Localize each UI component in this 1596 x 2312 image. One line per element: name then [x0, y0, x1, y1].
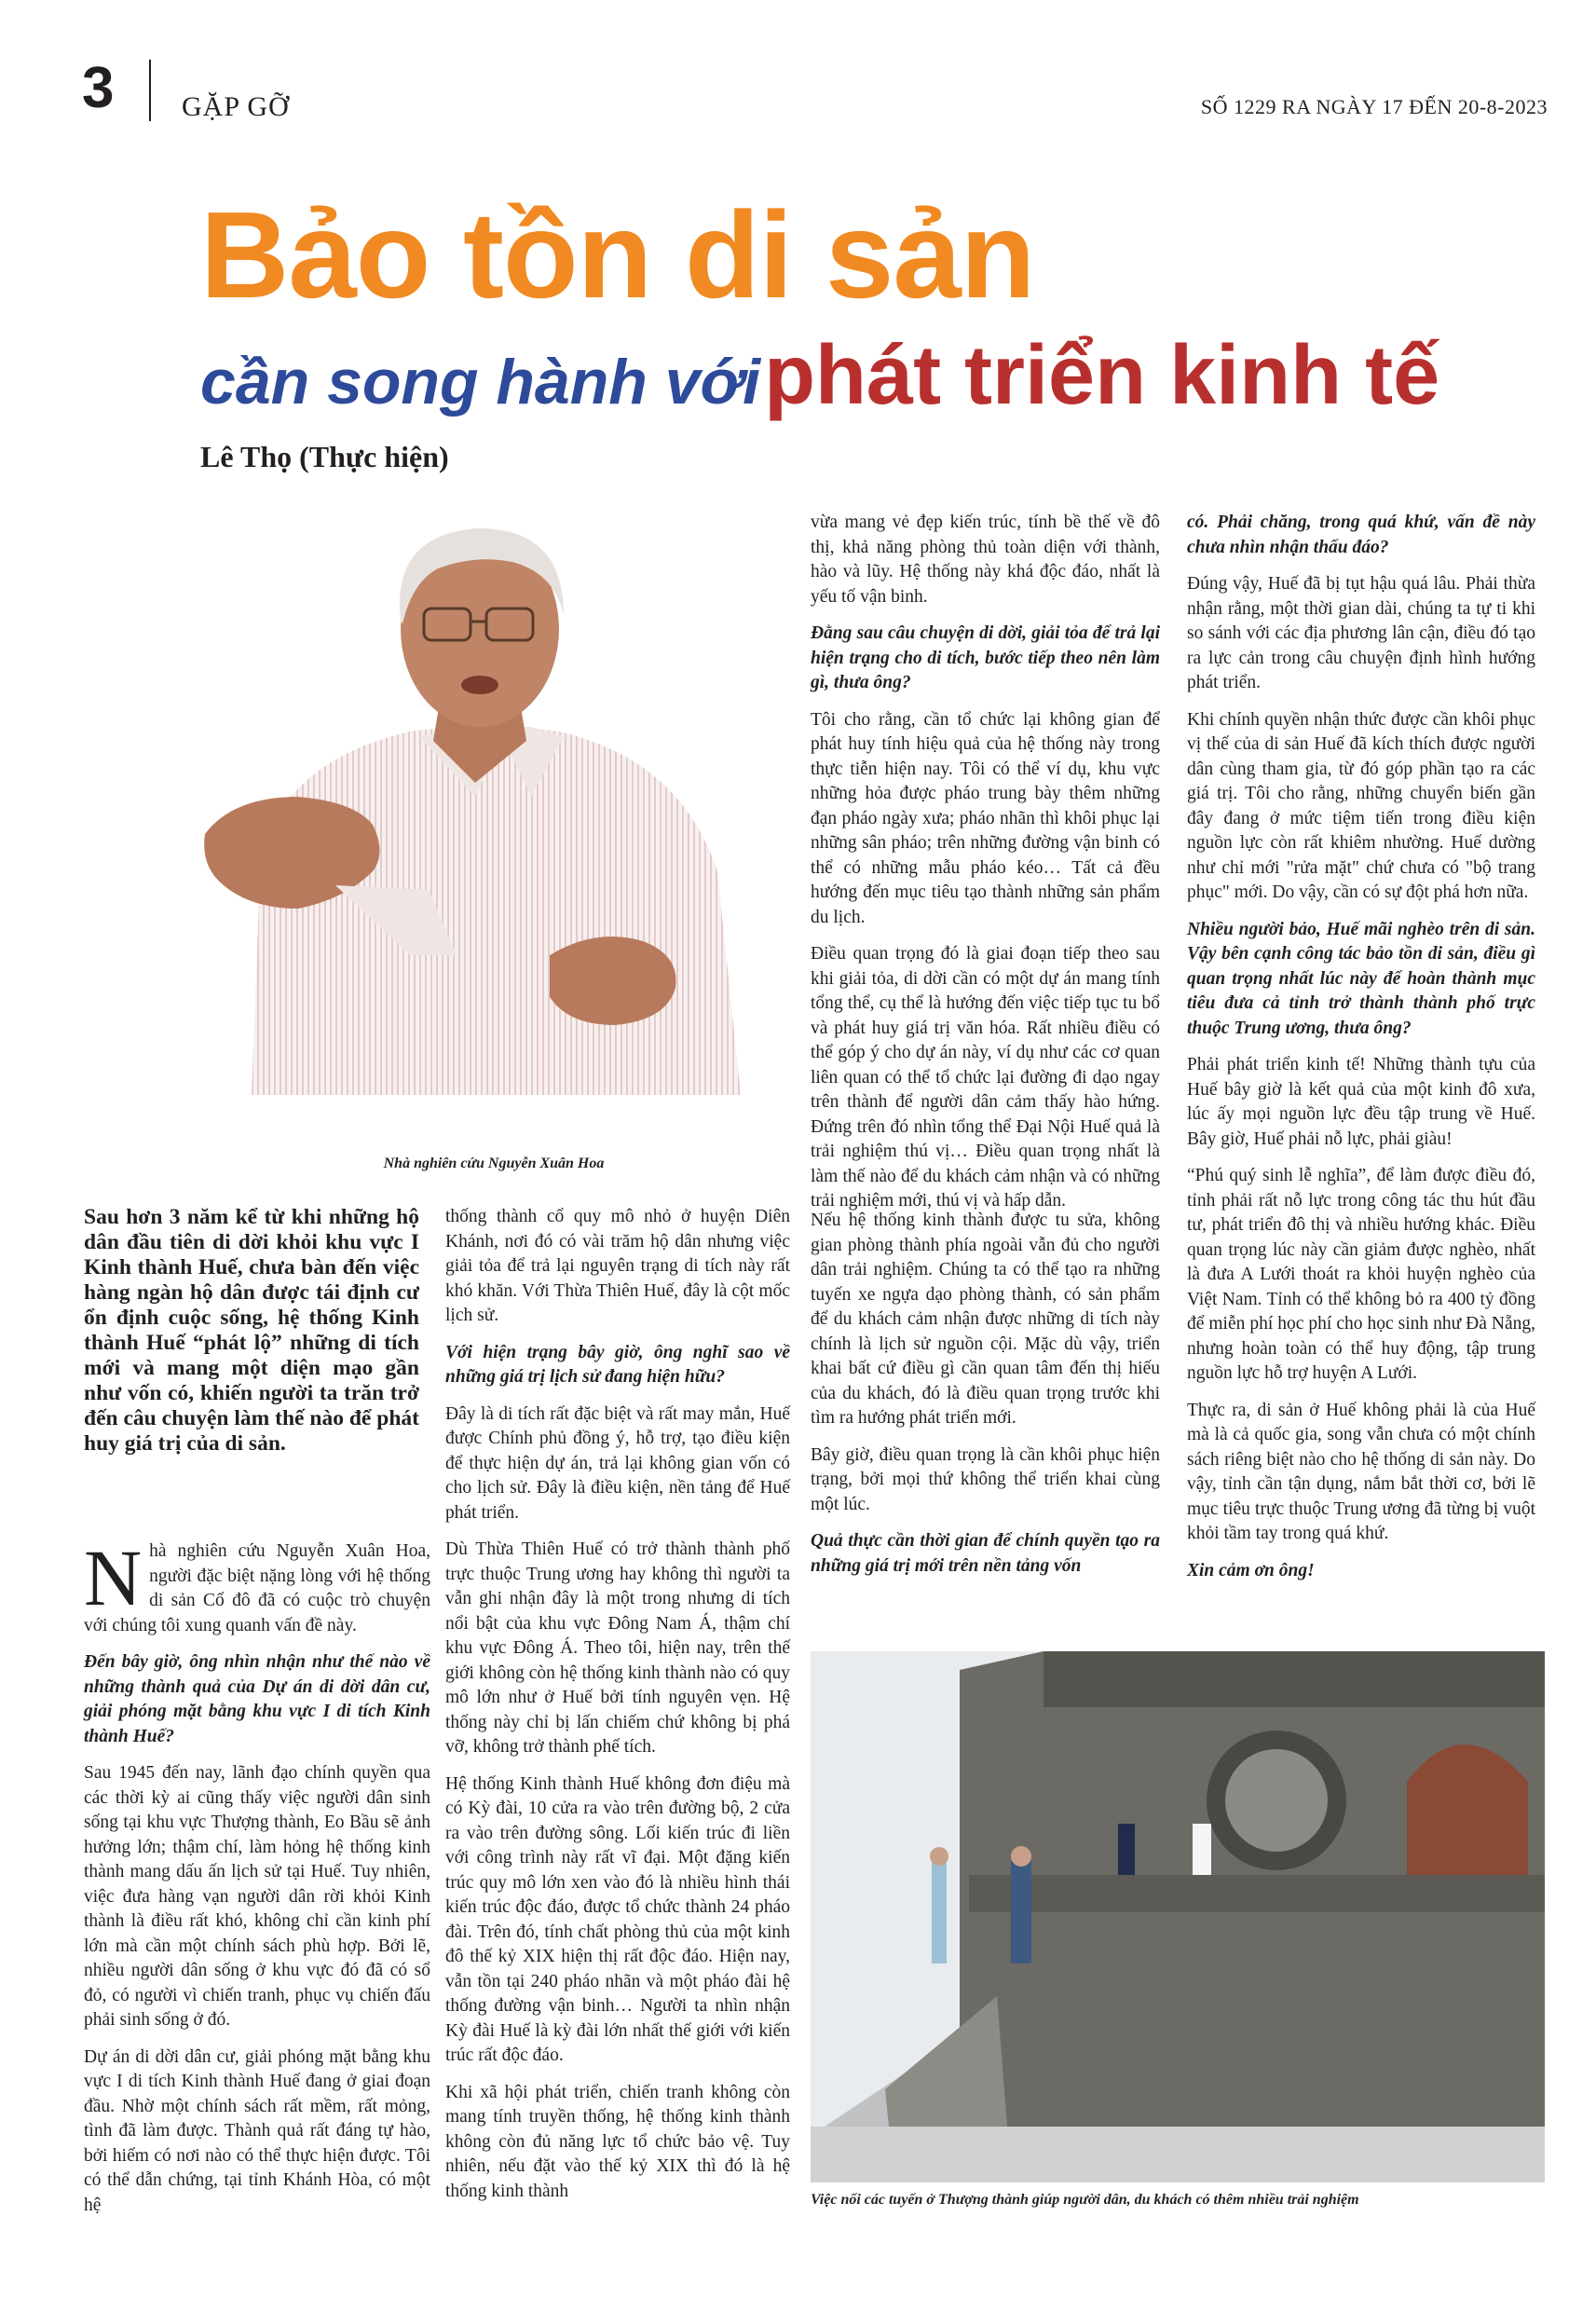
answer-paragraph: Sau 1945 đến nay, lãnh đạo chính quyền qua các thời kỳ ai cũng thấy việc người dân sinh sống tại khu vực Thượng thành, Eo Bầu sẽ ảnh hưởng lớn; thậm chí, làm hỏng hệ thống kinh thành mang dấu ấn lịch sử tại Huế. Tuy nhiên, việc đưa hàng vạn người dân rời khỏi Kinh thành là điều rất khó, không chỉ cần kinh phí lớn mà cần một chính sách phù hợp. Bởi lẽ, nhiều người dân sống ở khu vực đó đã có sổ đỏ, có người vì chiến tranh, phục vụ chiến đấu phải sinh sống ở đó. — [84, 1763, 430, 2030]
section-name: GẶP GỠ — [182, 91, 290, 122]
question: Quả thực cần thời gian để chính quyền tạo ra những giá trị mới trên nền tảng vốn — [811, 1531, 1160, 1576]
intro-paragraph — [84, 1533, 430, 1638]
page-number: 3 — [82, 56, 115, 120]
article-column-3 — [811, 511, 1160, 1226]
portrait-caption: Nhà nghiên cứu Nguyễn Xuân Hoa — [383, 1156, 605, 1171]
answer-paragraph: Nếu hệ thống kinh thành được tu sửa, không gian phòng thành phía ngoài vẫn đủ cho người dân trải nghiệm. Chúng ta có thể tạo ra những tuyến xe ngựa dạo phòng thành, có sản phẩm để du khách cảm nhận được những di tích này chính là lịch sử nguồn cội. Mặc dù vậy, triển khai bất cứ điều gì cần quan tâm đến thị hiếu của du khách, đó là điều quan trọng trước khi tìm ra hướng phát triển mới. — [811, 1211, 1160, 1428]
header-divider — [149, 60, 151, 121]
subheadline-part-b: phát triển kinh tế — [764, 329, 1440, 422]
answer-paragraph: Phải phát triển kinh tế! Những thành tựu của Huế bây giờ là kết quả của một kinh đô xưa, lúc ấy mọi nguồn lực đều tập trung về Huế. Bây giờ, Huế phải nỗ lực, phải giàu! — [1187, 1055, 1535, 1149]
answer-paragraph: Khi chính quyền nhận thức được cần khôi phục vị thế của di sản Huế đã kích thích được người dân cùng tham gia, từ đó góp phần tạo ra các giá trị. Tôi cho rằng, những chuyển biến gần đây đang ở mức tiệm tiến trong điều kiện nguồn lực còn rất khiêm nhường. Huế dường như chỉ mới "rửa mặt" chứ chưa có "bộ trang phục" mới. Do vậy, cần có sự đột phá hơn nữa. — [1187, 709, 1535, 902]
question: Với hiện trạng bây giờ, ông nghĩ sao về những giá trị lịch sử đang hiện hữu? — [445, 1342, 790, 1387]
question: Nhiều người bảo, Huế mãi nghèo trên di sản. Vậy bên cạnh công tác bảo tồn di sản, điều gì quan trọng nhất lúc này để hoàn thành mục tiêu đưa cả tỉnh trở thành thành phố trực thuộc Trung ương, thưa ông? — [1187, 919, 1535, 1038]
answer-paragraph: “Phú quý sinh lễ nghĩa”, để làm được điều đó, tỉnh phải rất nỗ lực trong công tác thu hút đầu tư, phát triển đô thị và nhiều hướng khác. Điều quan trọng lúc này cần giảm được nghèo, nhất là đưa A Lưới thoát ra khỏi huyện nghèo của Việt Nam. Tỉnh có thể không bỏ ra 400 tỷ đồng để miễn phí học phí cho học sinh như Đà Nẵng, nhưng hoàn toàn có thể huy động, tập trung nguồn lực hỗ trợ huyện A Lưới. — [1187, 1166, 1535, 1383]
answer-paragraph: Tôi cho rằng, cần tổ chức lại không gian để phát huy tính hiệu quả của hệ thống này trong thực tiễn hiện nay. Tôi có thể ví dụ, khu vực những hỏa được pháo trung bày thêm những đạn pháo ngày xưa; pháo nhãn thì khôi phục lại những sân pháo; trên những đường vận binh có thể có những mẫu pháo kéo… Tất cả đều hướng đến mục tiêu tạo thành những sản phẩm du lịch. — [811, 709, 1160, 927]
citadel-photo — [811, 1651, 1545, 2182]
answer-paragraph: Hệ thống Kinh thành Huế không đơn điệu mà có Kỳ đài, 10 cửa ra vào trên đường bộ, 2 cửa ra vào trên đường sông. Lối kiến trúc đi liền với công trình này rất vĩ đại. Một đặng kiến trúc quy mô lớn xen vào đó là nhiều hình thái kiến trúc độc đáo, được tổ chức thành 24 pháo đài. Trên đó, tính chất phòng thủ của một kinh đô thế kỷ XIX hiện thị rất độc đáo. Hiện nay, vẫn tồn tại 240 pháo nhãn và một pháo đài hệ thống đường vận binh… Người ta nhìn nhận Kỳ đài Huế là kỳ đài lớn nhất thế giới với kiến trúc rất độc đáo. — [445, 1773, 790, 2065]
answer-paragraph: Dự án di dời dân cư, giải phóng mặt bằng khu vực I di tích Kinh thành Huế đang ở giai đoạn đầu. Nhờ một chính sách rất mềm, rất mỏng, tình đã làm được. Thành quả rất đáng tự hào, bởi hiếm có nơi nào có thể thực hiện được. Tôi có thể dẫn chứng, tại tỉnh Khánh Hòa, có một hệ — [84, 2046, 430, 2215]
question: Đến bây giờ, ông nhìn nhận như thế nào về những thành quả của Dự án di dời dân cư, giải phóng mặt bằng khu vực I di tích Kinh thành Huế? — [84, 1652, 430, 1746]
citadel-illustration — [811, 1651, 1545, 2182]
answer-paragraph: Đúng vậy, Huế đã bị tụt hậu quá lâu. Phải thừa nhận rằng, một thời gian dài, chúng ta tự ti khi so sánh với các địa phương lân cận, điều đó tạo ra lực cản trong câu chuyện định hình hướng phát triển. — [1187, 574, 1535, 692]
answer-paragraph: Thực ra, di sản ở Huế không phải là của Huế mà là cả quốc gia, song vẫn chưa có một chính sách riêng biệt nào cho hệ thống di sản này. Do vậy, tỉnh cần tận dụng, nắm bắt thời cơ, bởi lẽ mục tiêu trực thuộc Trung ương đã từng bị vuột khỏi tầm tay trong quá khứ. — [1187, 1400, 1535, 1543]
question: có. Phải chăng, trong quá khứ, vấn đề này chưa nhìn nhận thấu đáo? — [1187, 513, 1535, 557]
article-column-3-lower — [811, 1209, 1160, 1591]
answer-paragraph: Bây giờ, điều quan trọng là cần khôi phục hiện trạng, bởi mọi thứ không thể triển khai cùng một lúc. — [811, 1444, 1160, 1514]
article-column-2 — [445, 1205, 790, 2216]
article-column-4 — [1187, 511, 1535, 1595]
answer-paragraph: vừa mang vẻ đẹp kiến trúc, tính bề thế về đô thị, khả năng phòng thủ toàn diện với thành, hào và lũy. Hệ thống này khá độc đáo, nhất là yếu tố vận binh. — [811, 513, 1160, 607]
subheadline-part-a: cần song hành với — [200, 347, 761, 417]
portrait-photo — [196, 517, 792, 1095]
closing-line: Xin cảm ơn ông! — [1187, 1560, 1315, 1580]
drop-cap: N — [84, 1533, 143, 1622]
issue-info: SỐ 1229 RA NGÀY 17 ĐẾN 20-8-2023 — [1200, 95, 1548, 118]
citadel-caption: Việc nối các tuyến ở Thượng thành giúp người dân, du khách có thêm nhiều trải nghiệm — [811, 2192, 1359, 2208]
answer-paragraph: Dù Thừa Thiên Huế có trở thành thành phố trực thuộc Trung ương hay không thì người ta vẫn ghi nhận đây là một trong nhưng di tích nổi bật của khu vực Đông Nam Á, thậm chí khu vực Đông Á. Theo tôi, hiện nay, trên thế giới không còn hệ thống kinh thành nào có quy mô lớn như ở Huế bởi tính nguyên vẹn. Hệ thống này chỉ bị lấn chiếm chứ không bị phá vỡ, không trở thành phế tích. — [445, 1539, 790, 1757]
headline: Bảo tồn di sản — [200, 186, 1035, 323]
question: Đằng sau câu chuyện di dời, giải tỏa để trả lại hiện trạng cho di tích, bước tiếp theo nên làm gì, thưa ông? — [811, 623, 1160, 692]
article-column-1 — [84, 1533, 430, 2230]
portrait-illustration — [196, 517, 792, 1095]
answer-paragraph: Đây là di tích rất đặc biệt và rất may mắn, Huế được Chính phủ đồng ý, hỗ trợ, tạo điều kiện để thực hiện dự án, trả lại không gian vốn có cho lịch sử. Đây là điều kiện, nền tảng để Huế phát triển. — [445, 1403, 790, 1523]
intro-text: hà nghiên cứu Nguyễn Xuân Hoa, người đặc biệt nặng lòng với hệ thống di sản Cố đô đã có cuộc trò chuyện với chúng tôi xung quanh vấn đề này. — [84, 1541, 430, 1635]
subheadline — [200, 329, 1440, 422]
answer-paragraph: Điều quan trọng đó là giai đoạn tiếp theo sau khi giải tỏa, di dời cần có một dự án mang tính tổng thể, cụ thể là hướng đến việc tiếp tục tu bổ và phát huy giá trị văn hóa. Rất nhiều điều có thể góp ý cho dự án này, ví dụ như các cơ quan liên quan có thể tổ chức lại đường đi dạo ngay trên thành để người dân cảm thấy hào hứng. Đứng trên đó nhìn tổng thể Đại Nội Huế quả là trải nghiệm thú vị… Điều quan trọng nhất là làm thế nào để du khách cảm nhận và có những trải nghiệm mới, thú vị và hấp dẫn. — [811, 944, 1160, 1211]
byline: Lê Thọ (Thực hiện) — [200, 440, 449, 473]
answer-paragraph: thống thành cổ quy mô nhỏ ở huyện Diên Khánh, nơi đó có vài trăm hộ dân nhưng việc giải tỏa để trả lại nguyên trạng di tích này rất khó khăn. Với Thừa Thiên Huế, đây là cột mốc lịch sử. — [445, 1207, 790, 1325]
answer-paragraph: Khi xã hội phát triển, chiến tranh không còn mang tính truyền thống, hệ thống kinh thành không còn đủ năng lực tổ chức bảo vệ. Tuy nhiên, nếu đặt vào thế kỷ XIX thì đó là hệ thống kinh thành — [445, 2082, 790, 2201]
lead-paragraph: Sau hơn 3 năm kể từ khi những hộ dân đầu tiên di dời khỏi khu vực I Kinh thành Huế, chưa bàn đến việc hàng ngàn hộ dân được tái định cư ổn định cuộc sống, hệ thống Kinh thành Huế “phát lộ” những di tích mới và mang một diện mạo gần như vốn có, khiến người ta trăn trở đến câu chuyện làm thế nào để phát huy giá trị của di sản. — [84, 1205, 419, 1456]
